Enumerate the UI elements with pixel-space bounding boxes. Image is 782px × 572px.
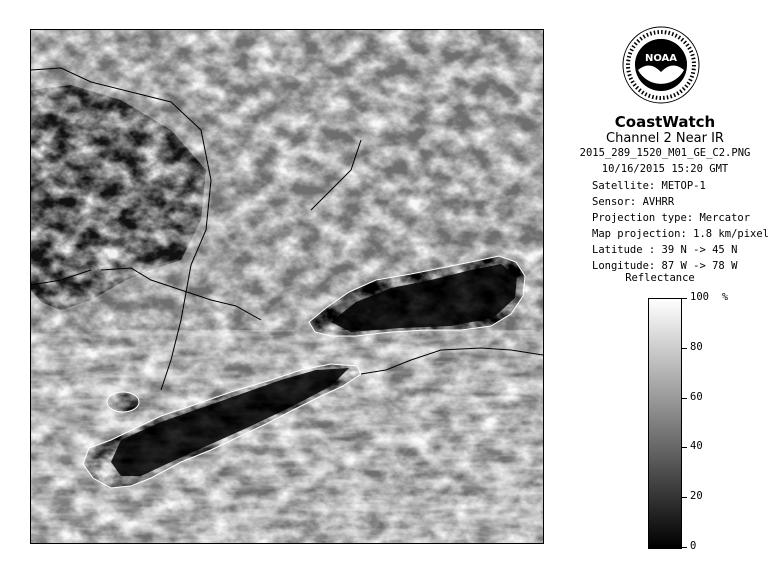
latitude-range-label: Latitude : 39 N -> 45 N [592,244,738,256]
colorbar-unit: % [722,292,729,303]
colorbar-tick [681,547,687,548]
projection-type-label: Projection type: Mercator [592,212,751,224]
map-projection-label: Map projection: 1.8 km/pixel [592,228,770,240]
colorbar-tick [681,447,687,448]
channel-label: Channel 2 Near IR [606,131,724,146]
lake-effect-cloud-streets [31,330,543,543]
longitude-range-label: Longitude: 87 W -> 78 W [592,260,738,272]
colorbar-tick-label: 0 [690,540,697,552]
satellite-label: Satellite: METOP-1 [592,180,706,192]
colorbar-tick [681,348,687,349]
colorbar-tick [681,298,687,299]
file-name: 2015_289_1520_M01_GE_C2.PNG [579,147,751,159]
colorbar-tick-label: 100 [690,291,709,303]
product-title: CoastWatch [614,113,716,131]
noaa-logo-text: NOAA [644,53,678,64]
satellite-image [30,29,544,544]
colorbar-tick [681,398,687,399]
satellite-scene [31,30,543,543]
noaa-logo [622,26,700,104]
acquisition-datetime: 10/16/2015 15:20 GMT [601,163,729,175]
colorbar-tick [681,497,687,498]
colorbar-tick-label: 20 [690,490,703,502]
colorbar-tick-label: 80 [690,341,703,353]
colorbar-tick-label: 40 [690,440,703,452]
sensor-label: Sensor: AVHRR [592,196,675,208]
colorbar-tick-label: 60 [690,391,703,403]
reflectance-colorbar [648,298,682,549]
colorbar-title: Reflectance [625,272,695,284]
